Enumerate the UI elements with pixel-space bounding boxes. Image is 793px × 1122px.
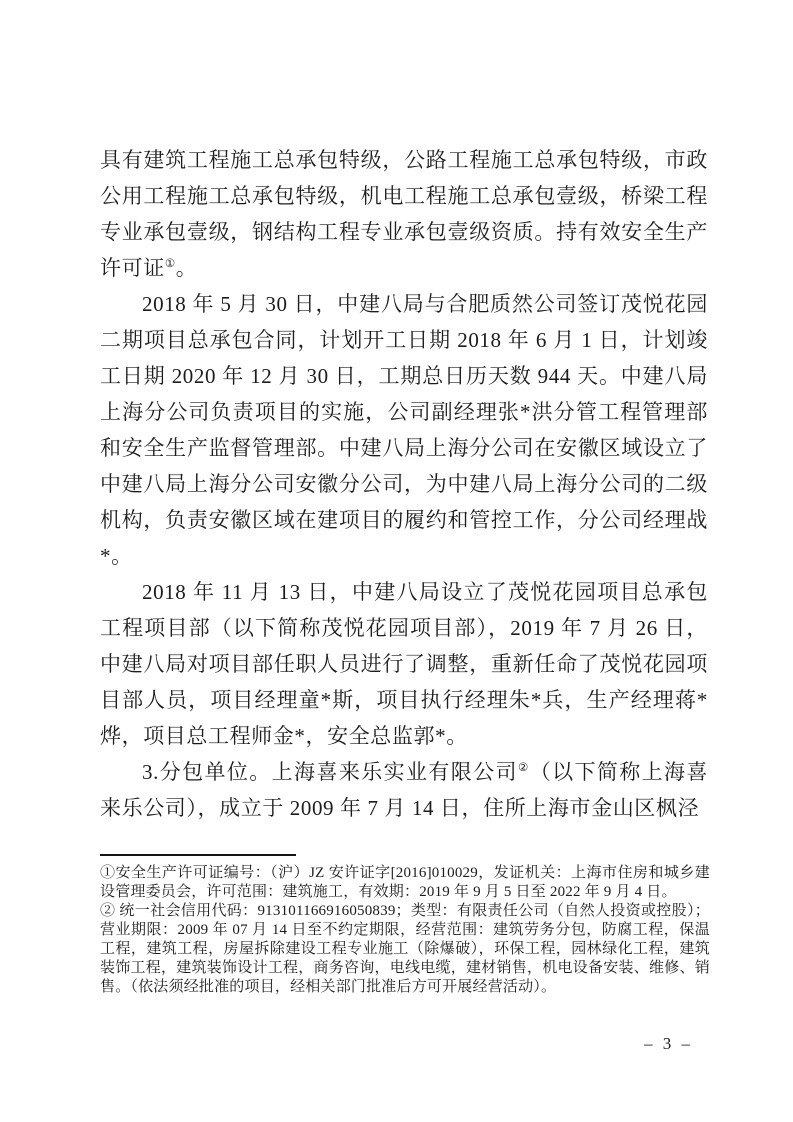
footnote-2: ② 统一社会信用代码：913101166916050839；类型：有限责任公司（自然人投资或控股）；营业期限：2009 年 07 月 14 日至不约定期限，经营范围：建筑劳务分包，防腐工程，保温工程，建筑工程，房屋拆除建设工程专业施工（除爆破），环保工程，园林绿化工程，建筑装饰工程，建筑装饰设计工程，商务咨询，电线电缆，建材销售，机电设备安装、维修、销售。（依法须经批准的项目，经相关部门批准后方可开展经营活动）。 — [100, 903, 710, 995]
footnote-1: ①安全生产许可证编号：（沪）JZ 安许证字[2016]010029，发证机关：上海市住房和城乡建设管理委员会，许可范围：建筑施工，有效期：2019 年 9 月 5 日至 2022 年 9 月 4 日。 — [100, 865, 710, 900]
body-paragraph-3 — [100, 574, 708, 754]
body-paragraph-2 — [100, 286, 708, 574]
paragraph-text: 3.分包单位。上海喜来乐实业有限公司 — [142, 760, 518, 784]
paragraph-text: 2018 年 11 月 13 日，中建八局设立了茂悦花园项目总承包工程项目部（以下简称茂悦花园项目部），2019 年 7 月 26 日，中建八局对项目部任职人员进行了调整，重新任命了茂悦花园项目部人员，项目经理童*斯，项目执行经理朱*兵，生产经理蒋*烨，项目总工程师金*，安全总监郭*。 — [100, 580, 708, 748]
page-number: – 3 – — [644, 1034, 693, 1053]
body-paragraph-1 — [100, 142, 708, 286]
paragraph-text: （以下简称上海喜来乐公司），成立于 2009 年 7 月 14 日，住所上海市金山区枫泾 — [100, 760, 708, 820]
paragraph-text: 具有建筑工程施工总承包特级，公路工程施工总承包特级，市政公用工程施工总承包特级，机电工程施工总承包壹级，桥梁工程专业承包壹级，钢结构工程专业承包壹级资质。持有效安全生产许可证 — [100, 148, 708, 280]
paragraph-text: 。 — [175, 256, 198, 280]
footnote-ref-2: ② — [517, 762, 530, 774]
footnote-ref-1: ① — [164, 258, 176, 270]
footnote-separator — [100, 854, 296, 856]
paragraph-text: 2018 年 5 月 30 日，中建八局与合肥质然公司签订茂悦花园二期项目总承包合同，计划开工日期 2018 年 6 月 1 日，计划竣工日期 2020 年 12 月 30 日，工期总日历天数 944 天。中建八局上海分公司负责项目的实施，公司副经理张*洪分管工程管理部和安全生产监督管理部。中建八局上海分公司在安徽区域设立了中建八局上海分公司安徽分公司，为中建八局上海分公司的二级机构，负责安徽区域在建项目的履约和管控工作，分公司经理战*。 — [100, 292, 708, 568]
body-paragraph-4 — [100, 754, 708, 826]
document-body — [100, 142, 708, 826]
footnotes-section — [100, 854, 710, 997]
